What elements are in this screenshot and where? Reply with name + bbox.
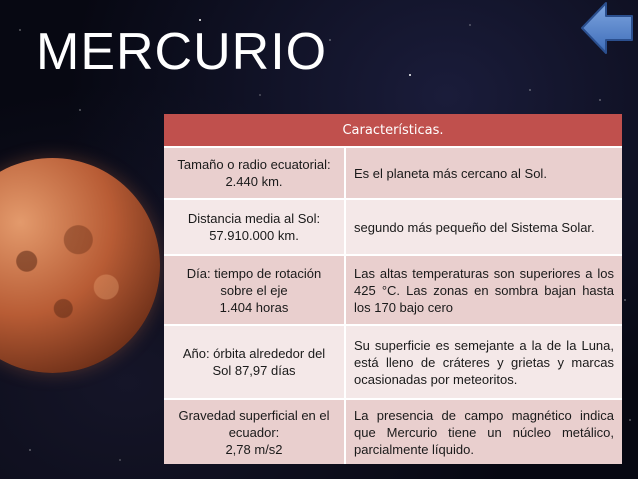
table-row [164, 147, 622, 199]
row-label: Gravedad superficial en el ecuador: 2,78 m/s2 [164, 399, 345, 464]
table-row [164, 255, 622, 325]
slide-title: MERCURIO [36, 23, 328, 81]
table-row [164, 199, 622, 255]
arrow-left-icon[interactable] [578, 0, 636, 56]
row-description: segundo más pequeño del Sistema Solar. [345, 199, 622, 255]
table-row [164, 399, 622, 464]
row-label: Año: órbita alrededor del Sol 87,97 días [164, 325, 345, 399]
table-header: Características. [164, 114, 622, 147]
row-label: Día: tiempo de rotación sobre el eje 1.404 horas [164, 255, 345, 325]
row-label: Tamaño o radio ecuatorial: 2.440 km. [164, 147, 345, 199]
table-row [164, 325, 622, 399]
row-label: Distancia media al Sol: 57.910.000 km. [164, 199, 345, 255]
row-description: Es el planeta más cercano al Sol. [345, 147, 622, 199]
row-description: La presencia de campo magnético indica que Mercurio tiene un núcleo metálico, parcialmente líquido. [345, 399, 622, 464]
row-description: Su superficie es semejante a la de la Luna, está lleno de cráteres y grietas y marcas ocasionadas por meteoritos. [345, 325, 622, 399]
characteristics-table [164, 114, 622, 464]
row-description: Las altas temperaturas son superiores a los 425 °C. Las zonas en sombra bajan hasta los 170 bajo cero [345, 255, 622, 325]
